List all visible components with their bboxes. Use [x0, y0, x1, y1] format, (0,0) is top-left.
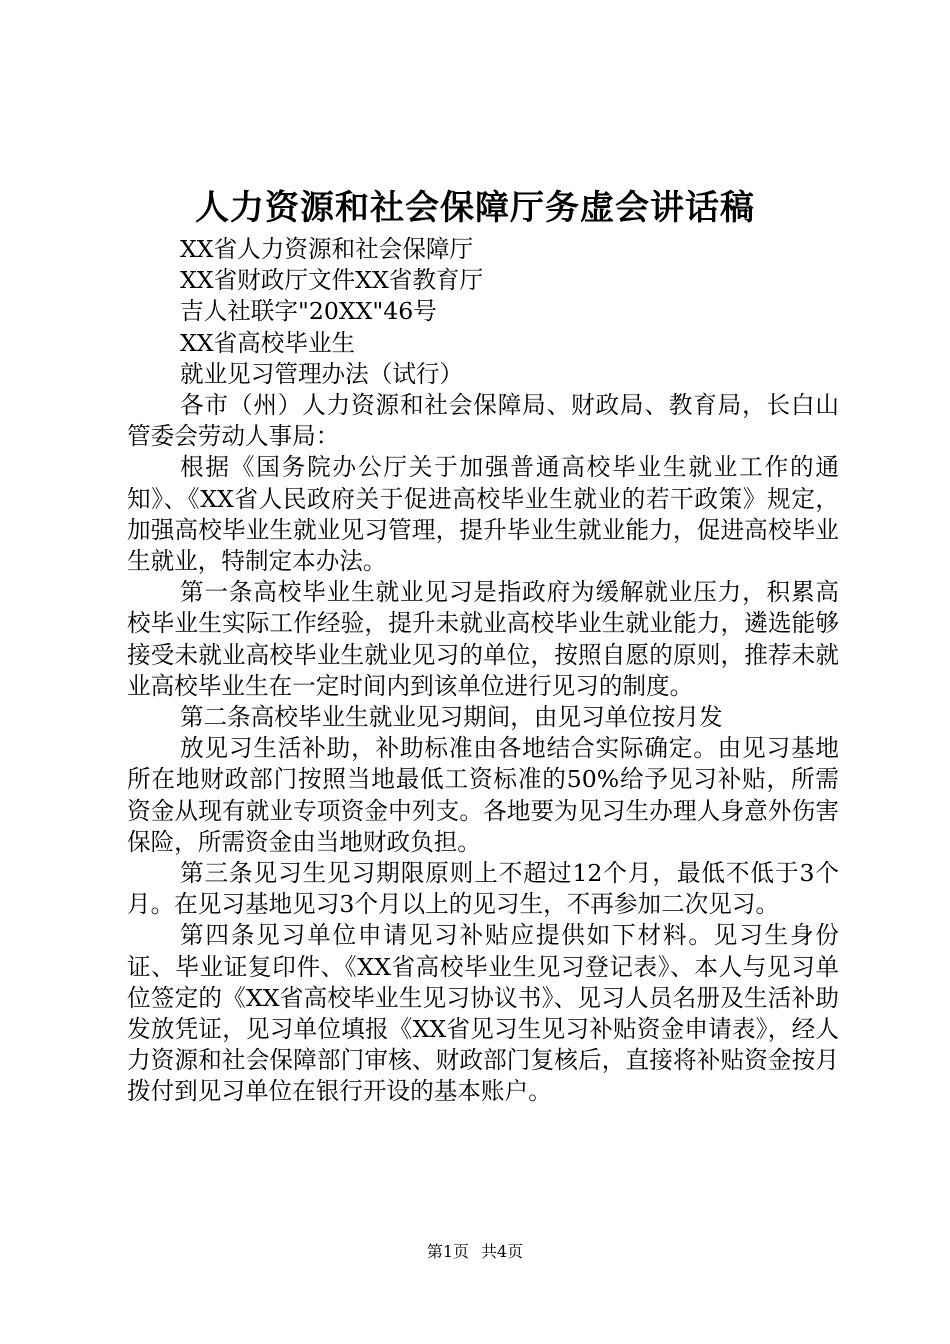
paragraph-article-2-body: 放见习生活补助，补助标准由各地结合实际确定。由见习基地所在地财政部门按照当地最低工资标准的50%给予见习补贴，所需资金从现有就业专项资金中列支。各地要为见习生办理人身意外伤害保险，所需资金由当地财政负担。 [127, 734, 839, 856]
paragraph-article-3: 第三条见习生见习期限原则上不超过12个月，最低不低于3个月。在见习基地见习3个月以上的见习生，不再参加二次见习。 [127, 859, 839, 919]
paragraph-basis: 根据《国务院办公厅关于加强普通高校毕业生就业工作的通知》、《XX省人民政府关于促进高校毕业生就业的若干政策》规定，加强高校毕业生就业见习管理，提升毕业生就业能力，促进高校毕业生就业，特制定本办法。 [127, 453, 839, 576]
document-title: 人力资源和社会保障厅务虚会讲话稿 [195, 188, 755, 228]
page-number: 第1页 [426, 1242, 469, 1261]
header-line-measure-title: 就业见习管理办法（试行） [180, 359, 464, 388]
paragraph-article-4: 第四条见习单位申请见习补贴应提供如下材料。见习生身份证、毕业证复印件、《XX省高校毕业生见习登记表》、本人与见习单位签定的《XX省高校毕业生见习协议书》、见习人员名册及生活补助发放凭证，见习单位填报《XX省见习生见习补贴资金申请表》，经人力资源和社会保障部门审核、财政部门复核后，直接将补贴资金按月拨付到见习单位在银行开设的基本账户。 [127, 921, 839, 1106]
document-body [127, 234, 839, 1108]
page-footer [0, 1241, 950, 1263]
page-total: 共4页 [481, 1242, 524, 1261]
paragraph-article-1: 第一条高校毕业生就业见习是指政府为缓解就业压力，积累高校毕业生实际工作经验，提升未就业高校毕业生就业能力，遴选能够接受未就业高校毕业生就业见习的单位，按照自愿的原则，推荐未就业高校毕业生在一定时间内到该单位进行见习的制度。 [127, 578, 839, 700]
header-line-issuer-finance-education: XX省财政厅文件XX省教育厅 [180, 266, 484, 295]
paragraph-addressee: 各市（州）人力资源和社会保障局、财政局、教育局，长白山管委会劳动人事局： [127, 391, 839, 451]
header-line-document-number: 吉人社联字"20XX"46号 [180, 297, 437, 326]
header-line-subject: XX省高校毕业生 [180, 328, 356, 357]
paragraph-article-2-head: 第二条高校毕业生就业见习期间，由见习单位按月发 [180, 703, 723, 732]
header-line-issuer-hrss: XX省人力资源和社会保障厅 [180, 235, 474, 263]
